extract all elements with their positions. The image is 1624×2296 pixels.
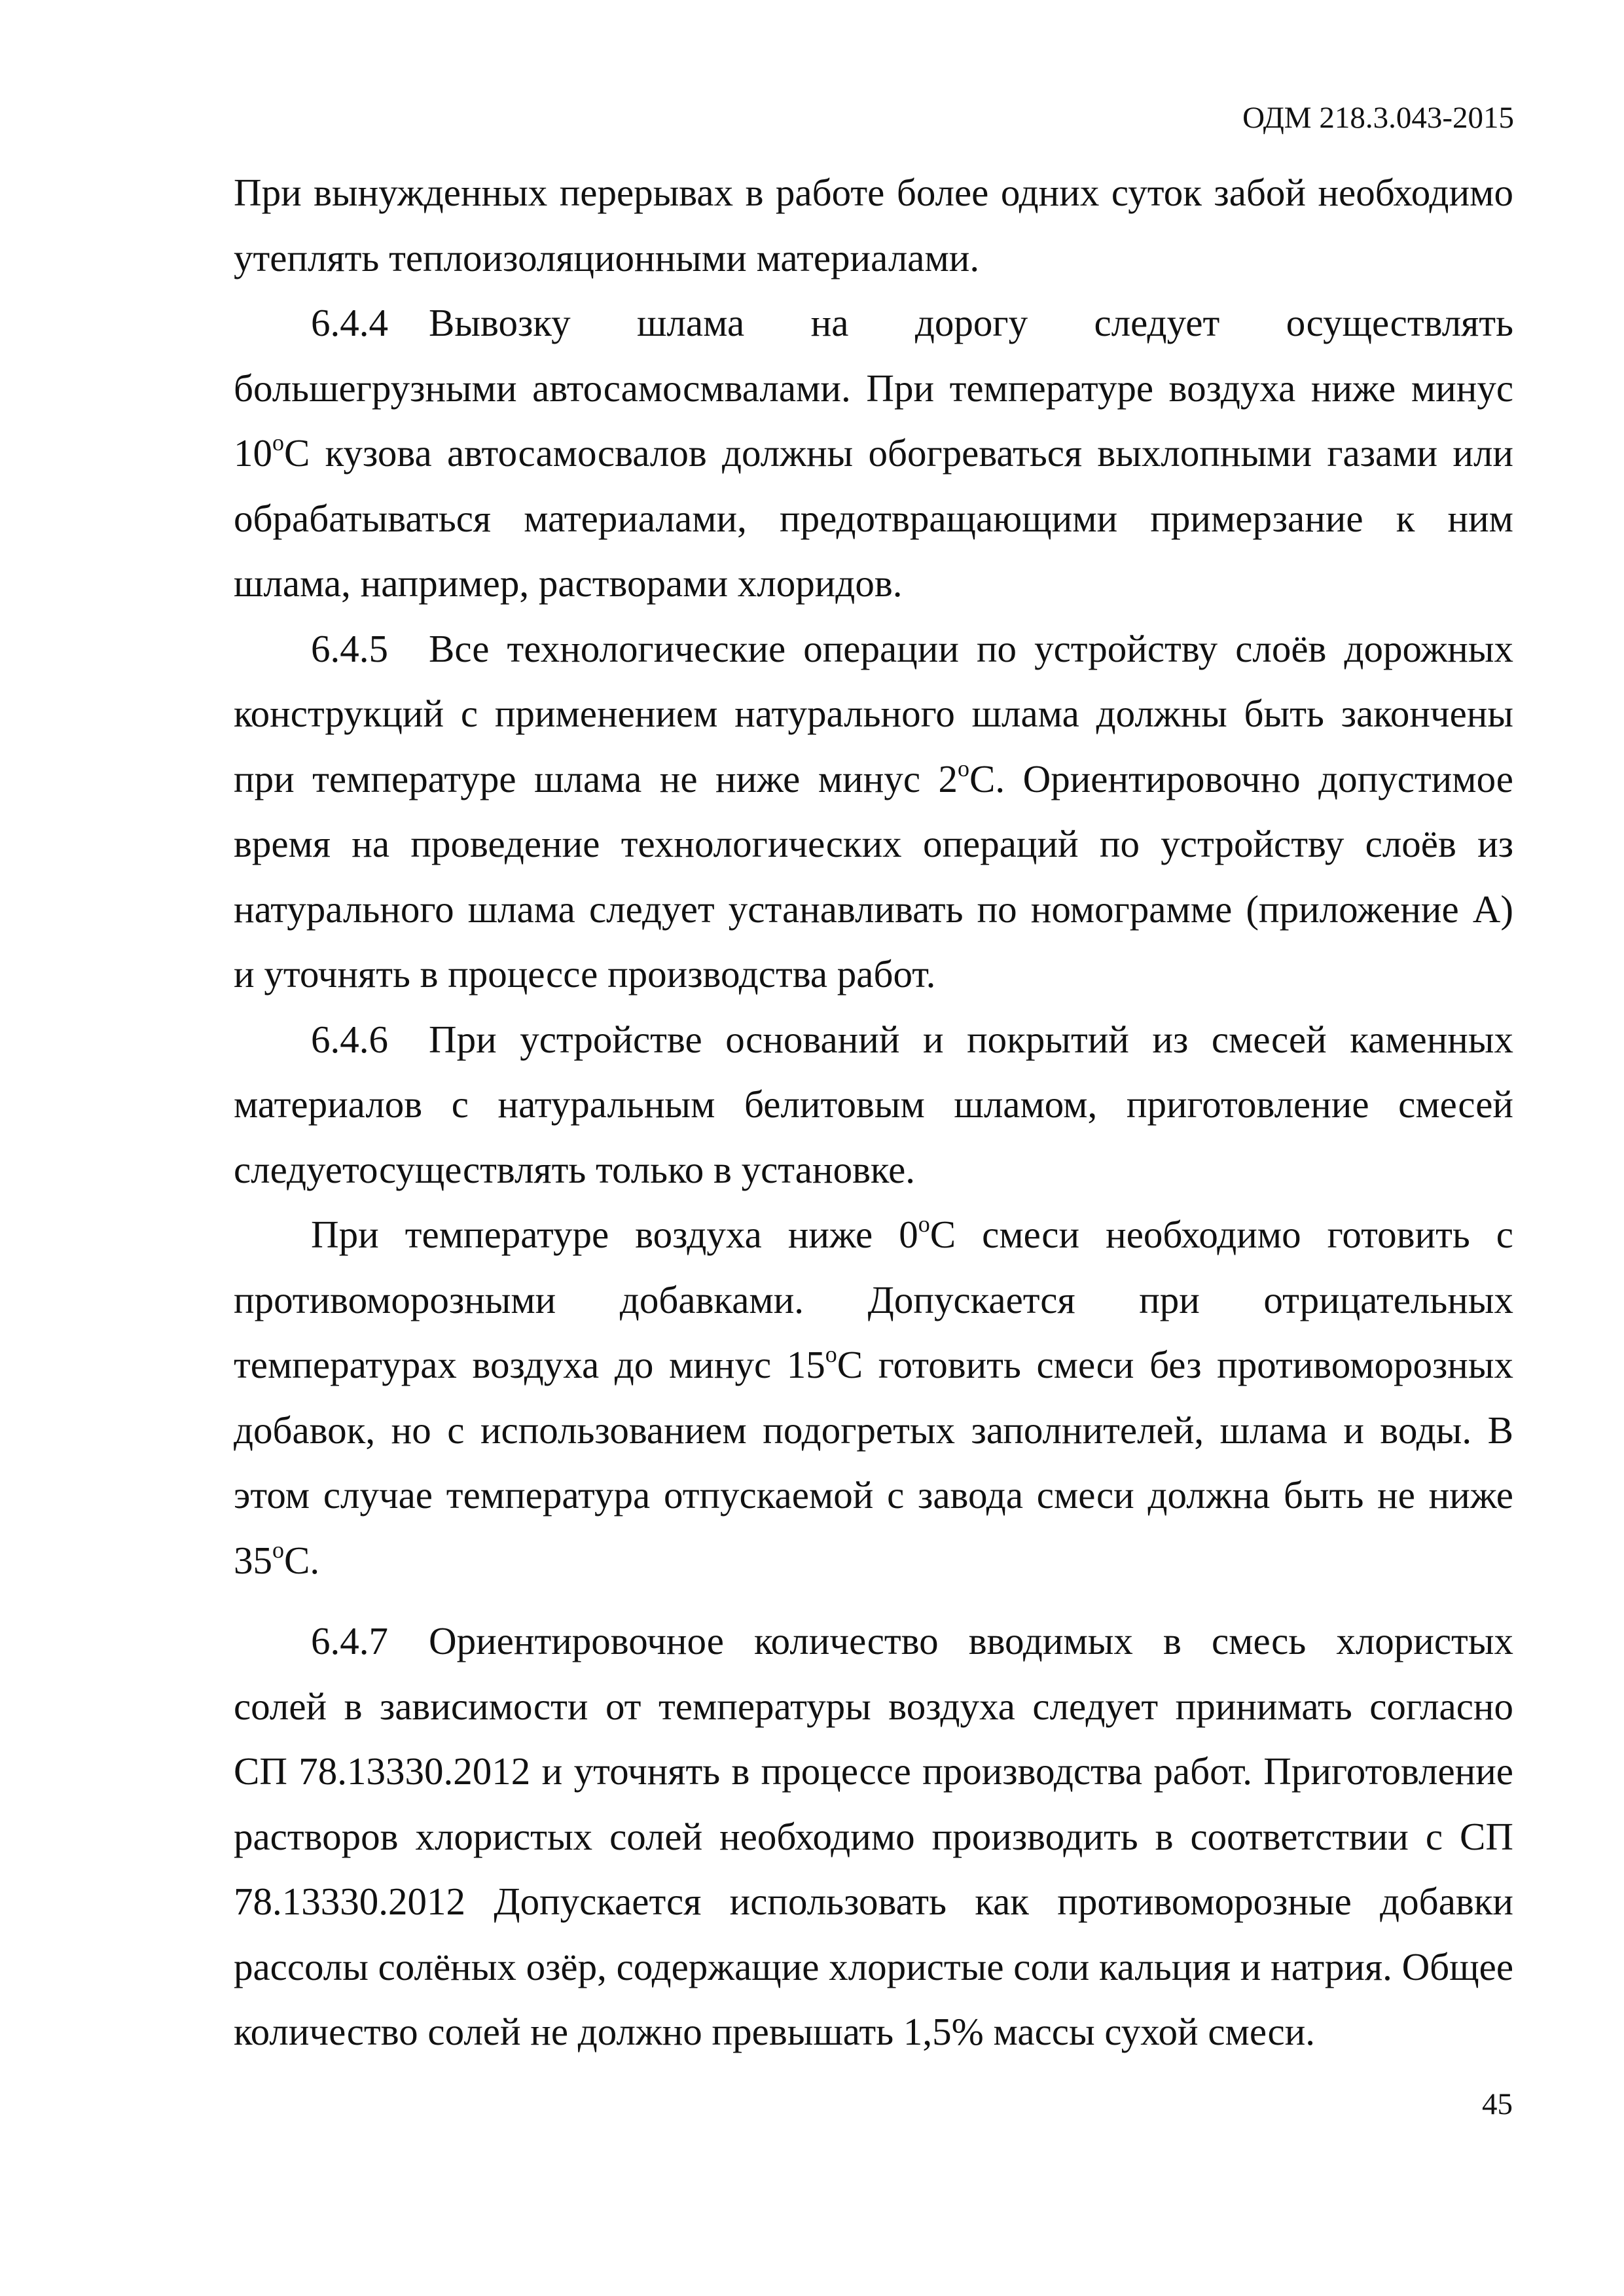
section-number: 6.4.6: [311, 1017, 388, 1061]
document-body: [234, 160, 1513, 2065]
section-6-4-6: [234, 1007, 1513, 1203]
section-6-4-4: [234, 291, 1513, 617]
section-number: 6.4.4: [311, 301, 388, 344]
paragraph-text: При температуре воздуха ниже 0: [311, 1213, 918, 1256]
degree-mark: o: [918, 1211, 930, 1237]
section-text: Ориентировочное количество вводимых в смесь хлористых солей в зависимости от температуры воздуха следует принимать согласно СП 78.13330.2012 и уточнять в процессе производства работ. Приготовление растворов хлористых солей необходимо производить в соответствии с СП 78.13330.2012 Допускается использовать как противоморозные добавки рассолы солёных озёр, содержащие хлористые соли кальция и натрия. Общее количество солей не должно превышать 1,5% массы сухой смеси.: [234, 1619, 1514, 2053]
section-text: С кузова автосамосвалов должны обогреваться выхлопными газами или обрабатываться материалами, предотвращающими примерзание к ним шлама, например, растворами хлоридов.: [234, 431, 1513, 605]
degree-mark: o: [272, 429, 284, 456]
section-text: Все технологические операции по устройству слоёв дорожных конструкций с применением натурального шлама должны быть закончены при температуре шлама не ниже минус 2: [234, 626, 1513, 800]
degree-mark: o: [958, 755, 970, 781]
page-number: 45: [1482, 2087, 1513, 2121]
section-6-4-7: [234, 1609, 1513, 2065]
paragraph-text: С готовить смеси без противоморозных добавок, но с использованием подогретых заполнителей, шлама и воды. В этом случае температура отпускаемой с завода смеси должна быть не ниже 35: [234, 1343, 1513, 1582]
section-text: С. Ориентировочно допустимое время на проведение технологических операций по устройству слоёв из натурального шлама следует устанавливать по номограмме (приложение А) и уточнять в процессе производства работ.: [234, 757, 1513, 996]
section-6-4-5: [234, 617, 1513, 1007]
paragraph-temperature: [234, 1202, 1513, 1593]
section-number: 6.4.5: [311, 626, 388, 670]
degree-mark: o: [272, 1536, 284, 1563]
section-number: 6.4.7: [311, 1619, 388, 1662]
paragraph-interruption: При вынужденных перерывах в работе более одних суток забой необходимо утеплять теплоизоляционными материалами.: [234, 171, 1513, 279]
section-text: При устройстве оснований и покрытий из смесей каменных материалов с натуральным белитовым шламом, приготовление смесей следуетосуществлять только в установке.: [234, 1017, 1513, 1191]
paragraph-text: С.: [284, 1538, 320, 1582]
section-text: Вывозку шлама на дорогу следует осуществлять большегрузными автосамосмвалами. При температуре воздуха ниже минус 10: [234, 301, 1513, 475]
degree-mark: o: [825, 1341, 837, 1367]
document-code-header: ОДМ 218.3.043-2015: [1242, 101, 1514, 135]
paragraph-text: С смеси необходимо готовить с противоморозными добавками. Допускается при отрицательных температурах воздуха до минус 15: [234, 1213, 1513, 1386]
